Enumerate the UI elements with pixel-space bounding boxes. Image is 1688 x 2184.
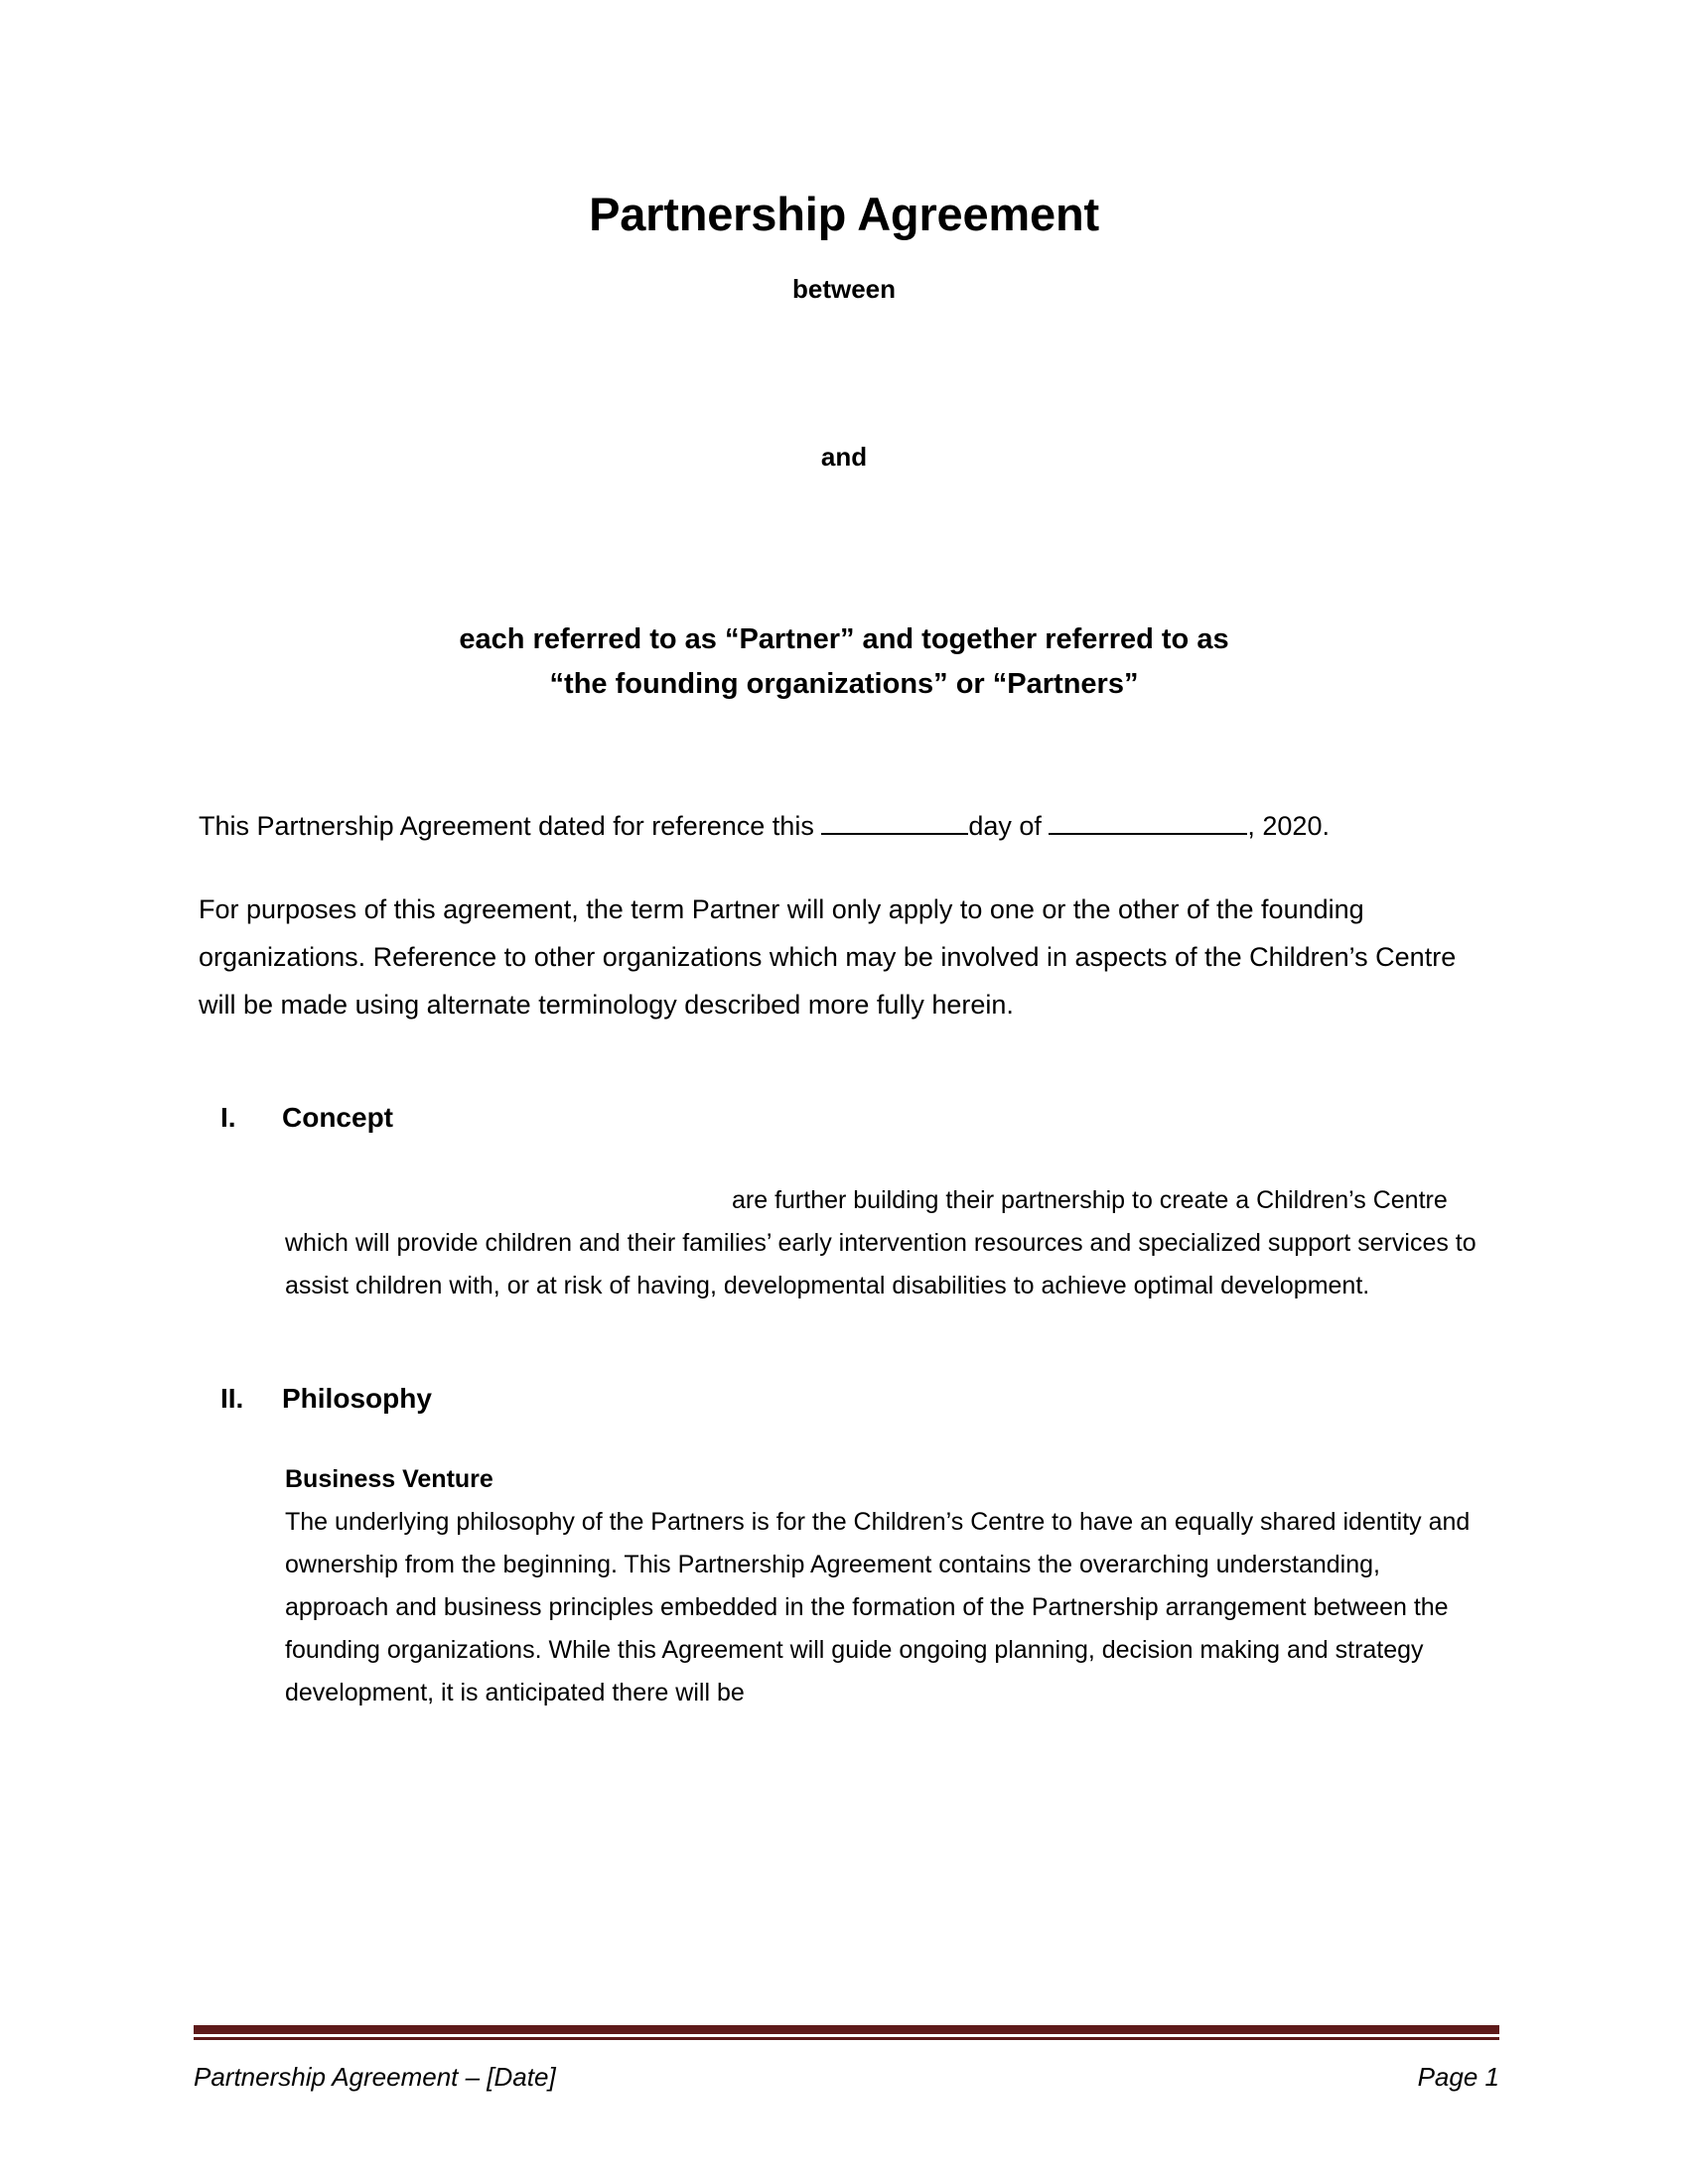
page-title: Partnership Agreement — [589, 188, 1099, 240]
section-number-2: II. — [220, 1382, 244, 1414]
definition-spacer — [0, 707, 1688, 802]
party-definition-line-1: each referred to as “Partner” and together referred to as — [459, 622, 1229, 655]
concept-paragraph — [285, 1179, 1489, 1307]
intro-block — [0, 802, 1688, 1028]
paragraph-spacer — [199, 850, 1499, 886]
section-spacer-1 — [0, 1028, 1688, 1102]
section-title-2: Philosophy — [282, 1382, 432, 1414]
section-spacer-2 — [0, 1307, 1688, 1383]
section-body-philosophy — [0, 1458, 1688, 1714]
day-blank-field[interactable] — [821, 833, 968, 835]
dated-line — [199, 802, 1499, 850]
section-body-concept — [0, 1179, 1688, 1307]
heading-body-spacer-2 — [0, 1415, 1688, 1458]
dated-prefix-text: This Partnership Agreement dated for reference this — [199, 810, 822, 841]
philosophy-paragraph: The underlying philosophy of the Partners is for the Children’s Centre to have an equally shared identity and ownership from the beginning. This Partnership Agreement contains the overarching understanding, approach and business principles embedded in the formation of the Partnership arrangement between the founding organizations. While this Agreement will guide ongoing planning, decision making and strategy development, it is anticipated there will be — [285, 1507, 1471, 1706]
concept-text: are further building their partnership to create a Children’s Centre which will provide children and their families’ early intervention resources and specialized support services to assist children with, or at risk of having, developmental disabilities to achieve optimal development. — [285, 1185, 1477, 1299]
title-spacer — [0, 240, 1688, 274]
section-heading-philosophy — [0, 1383, 1688, 1415]
purpose-paragraph: For purposes of this agreement, the term Partner will only apply to one or the other of the founding organizations. Reference to other organizations which may be involved in aspects of the Children’s Centre will be made using alternate terminology described more fully herein. — [199, 893, 1457, 1020]
dated-middle-text: day of — [968, 810, 1050, 841]
between-label: between — [791, 273, 897, 304]
party-slot-1 — [0, 305, 1688, 442]
section-heading-concept — [0, 1102, 1688, 1134]
footer-rule-thick — [194, 2025, 1499, 2034]
footer-page-number: Page 1 — [1417, 2062, 1499, 2092]
footer-left-text: Partnership Agreement – [Date] — [194, 2062, 556, 2092]
party-definition-line-2: “the founding organizations” or “Partners” — [549, 667, 1139, 700]
section-number-1: I. — [220, 1101, 236, 1133]
page-footer — [194, 2025, 1499, 2093]
month-blank-field[interactable] — [1049, 833, 1247, 835]
and-label: and — [820, 441, 868, 472]
dated-suffix-text: , 2020. — [1247, 810, 1330, 841]
heading-body-spacer-1 — [0, 1134, 1688, 1179]
footer-row — [194, 2040, 1499, 2093]
party-slot-2 — [0, 473, 1688, 617]
subheading-business-venture: Business Venture — [285, 1464, 493, 1493]
section-title-1: Concept — [282, 1101, 393, 1133]
